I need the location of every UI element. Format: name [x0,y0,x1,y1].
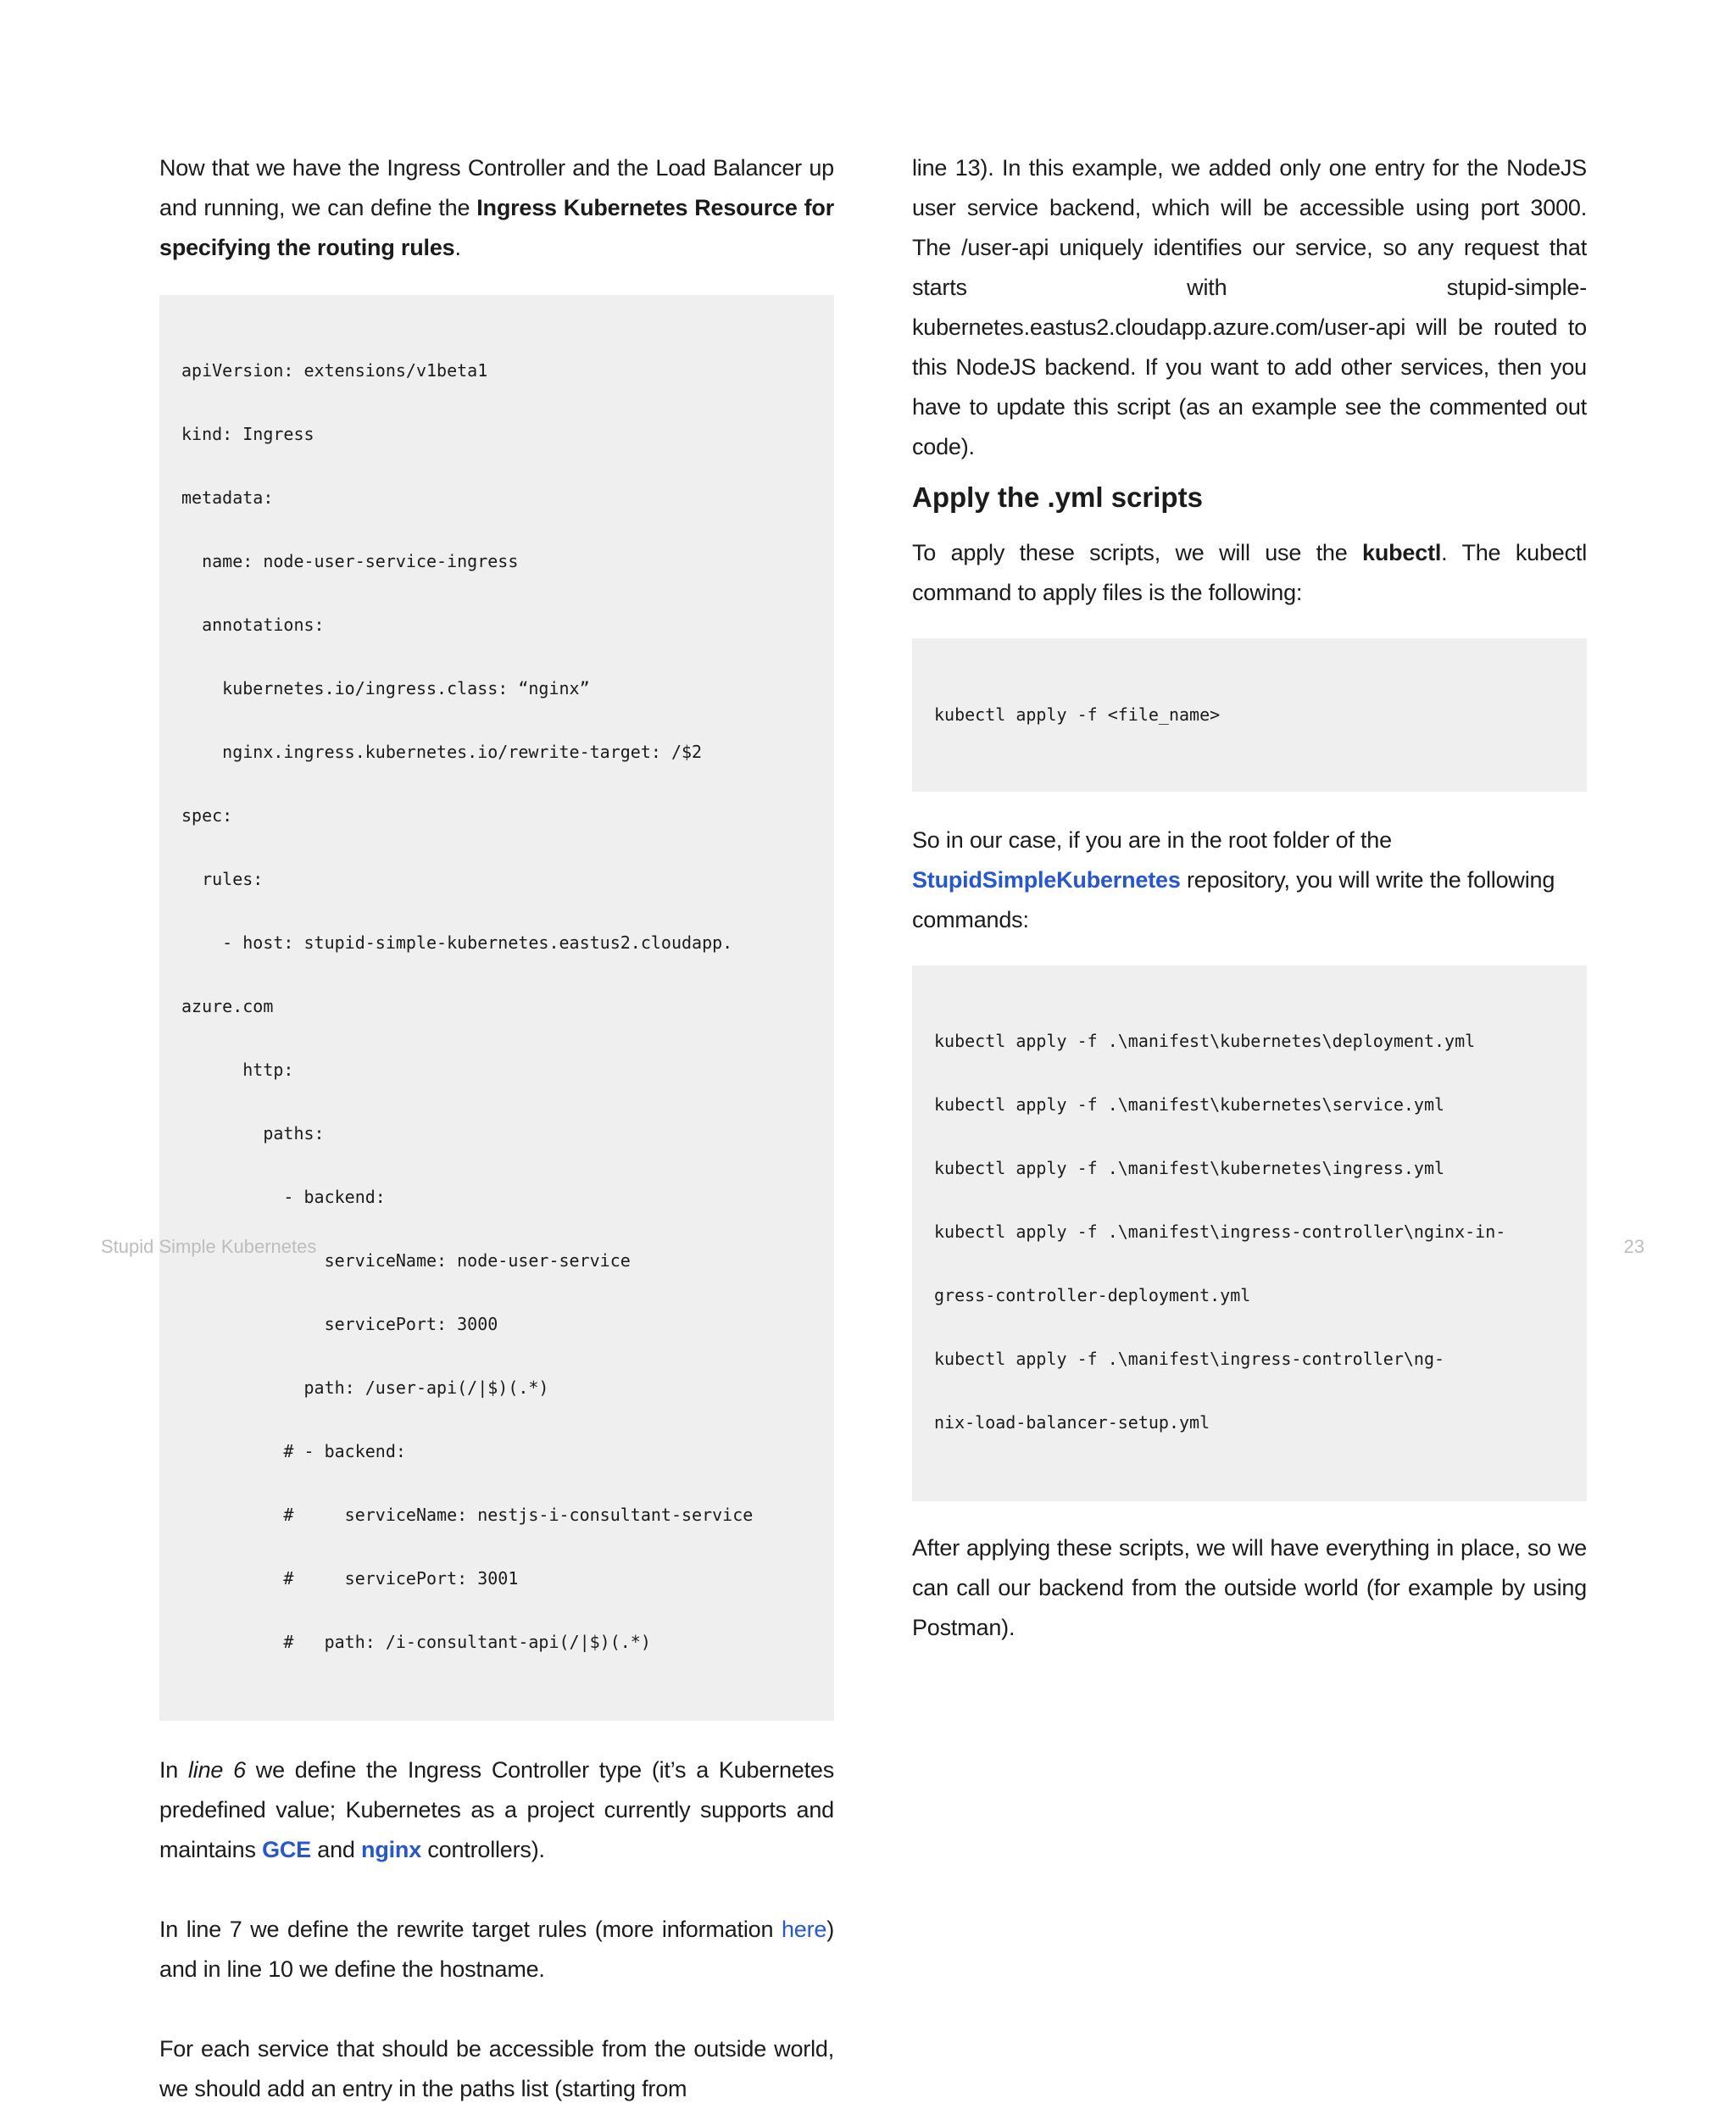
code-line: annotations: [181,615,325,635]
code-line: kubectl apply -f .\manifest\ingress-controller\ng- [934,1349,1445,1369]
here-link[interactable]: here [781,1917,827,1942]
line6-text-2: we define the Ingress Controller type (it’s a Kubernetes predefined value; Kubernetes as a project currently supports and maintains [159,1757,834,1862]
intro-text-end: . [454,235,461,260]
code-line: - host: stupid-simple-kubernetes.eastus2.cloudapp. [181,932,733,953]
paths-text: For each service that should be accessible from the outside world, we should add an entry in the paths list (starting from [159,2036,834,2101]
line6-text-4: controllers). [421,1837,545,1862]
code-line: kubernetes.io/ingress.class: “nginx” [181,678,590,698]
line7-text-1: In line 7 we define the rewrite target rules (more information [159,1917,782,1942]
code-line: # - backend: [181,1441,406,1461]
paths-paragraph [159,2029,834,2109]
code-line: kind: Ingress [181,424,314,444]
right-column [912,148,1587,1648]
commands-code-block [912,965,1587,1501]
code-line: serviceName: node-user-service [181,1250,631,1271]
code-line: nix-load-balancer-setup.yml [934,1412,1210,1433]
code-line: rules: [181,869,264,889]
code-line: spec: [181,805,233,826]
code-line: paths: [181,1123,325,1144]
line6-text-3: and [310,1837,362,1862]
code-line: servicePort: 3000 [181,1314,498,1334]
code-line: azure.com [181,996,274,1016]
footer-book-title: Stupid Simple Kubernetes [101,1236,317,1257]
code-line: gress-controller-deployment.yml [934,1285,1251,1305]
continuation-paragraph: line 13). In this example, we added only one entry for the NodeJS user service backend, which will be accessible using port 3000. The /user-api uniquely identifies our service, so any request that starts with stupid-simple-kubernetes.eastus2.cloudapp.azure.com/user-api will be routed to this NodeJS backend. If you want to add other services, then you have to update this script (as an example see the commented out code). [912,155,1587,459]
code-line: nginx.ingress.kubernetes.io/rewrite-target: /$2 [181,742,703,762]
ingress-code-block [159,295,834,1721]
code-line: kubectl apply -f .\manifest\kubernetes\ingress.yml [934,1158,1445,1178]
intro-bold-text: Ingress Kubernetes Resource for specifying the routing rules [159,195,834,260]
code-line: # servicePort: 3001 [181,1568,519,1589]
intro-text-start: Now that we have the Ingress Controller and the Load Balancer up and running, we can define the [159,155,834,220]
line6-italic: line 6 [188,1757,246,1783]
footer-page-number: 23 [1623,1236,1644,1257]
intro-paragraph [159,148,834,268]
code-line: # serviceName: nestjs-i-consultant-service [181,1505,754,1525]
left-column [159,148,834,2109]
line6-text-1: In [159,1757,188,1783]
root-text-1: So in our case, if you are in the root folder of the [912,827,1392,853]
root-text-2: repository, you will write the following commands: [912,867,1555,932]
apply-paragraph [912,533,1587,613]
section-heading: Apply the .yml scripts [912,481,1203,513]
root-folder-paragraph [912,821,1587,940]
kubectl-bold: kubectl [1362,540,1442,565]
code-line: kubectl apply -f .\manifest\ingress-controller\nginx-in- [934,1221,1506,1242]
nginx-link[interactable]: nginx [361,1837,422,1862]
apply-text-1: To apply these scripts, we will use the [912,540,1363,565]
line6-paragraph [159,1750,834,1870]
gce-link[interactable]: GCE [262,1837,311,1862]
line7-text-2: ) and in line 10 we define the hostname. [159,1917,834,1982]
repository-link[interactable]: StupidSimpleKubernetes [912,867,1181,893]
code-line: kubectl apply -f <file_name> [934,704,1221,725]
code-line: # path: /i-consultant-api(/|$)(.*) [181,1632,651,1652]
code-line: name: node-user-service-ingress [181,551,519,571]
line7-paragraph [159,1910,834,1989]
code-line: apiVersion: extensions/v1beta1 [181,360,488,381]
apply-text-2: . The kubectl command to apply files is the following: [912,540,1587,605]
code-line: metadata: [181,487,274,508]
code-line: kubectl apply -f .\manifest\kubernetes\deployment.yml [934,1031,1476,1051]
code-line: - backend: [181,1187,386,1207]
kubectl-apply-code-block [912,638,1587,792]
code-line: http: [181,1060,294,1080]
code-line: kubectl apply -f .\manifest\kubernetes\service.yml [934,1094,1445,1115]
conclusion-paragraph: After applying these scripts, we will have everything in place, so we can call our backend from the outside world (for example by using Postman). [912,1535,1587,1640]
code-line: path: /user-api(/|$)(.*) [181,1377,549,1398]
